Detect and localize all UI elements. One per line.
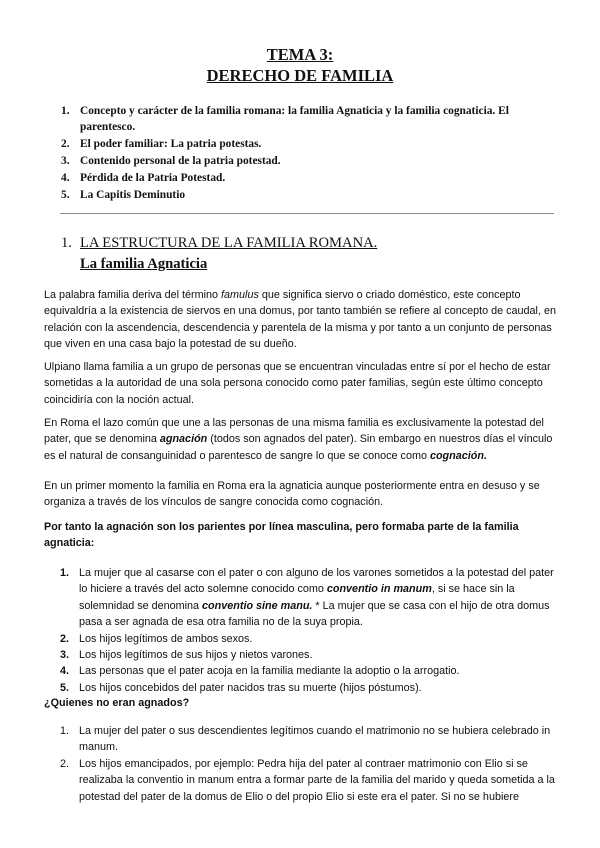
toc-item bbox=[61, 188, 541, 204]
toc-item-number: 4. bbox=[61, 171, 70, 184]
toc-item bbox=[61, 171, 541, 187]
term-cognacion: cognación. bbox=[429, 449, 487, 462]
paragraph-primer-momento: En un primer momento la familia en Roma era la agnaticia aunque posteriormente entra en desuso y se organiza a través de los vínculos de sangre conocida como cognación. bbox=[44, 480, 540, 509]
list-item: 3. Los hijos legítimos de sus hijos y nietos varones. bbox=[60, 649, 313, 662]
section-subtitle: La familia Agnaticia bbox=[80, 256, 208, 272]
toc-item-number: 3. bbox=[61, 154, 70, 167]
term-conventio-sine-manu: conventio sine manu. bbox=[202, 599, 313, 612]
paragraph-famulus: La palabra familia deriva del término famulus que significa siervo o criado doméstico, este concepto equivaldría a la existencia de siervos en una domus, por tanto también se refiere al concepto de caudal, en relación con la ascendencia, descendencia y parentela de la misma y por tanto a un conjunto de personas que viven en una casa bajo la potestad de su dueño. bbox=[44, 289, 556, 351]
toc-item-number: 5. bbox=[61, 188, 70, 201]
paragraph-bold-statement: Por tanto la agnación son los parientes por línea masculina, pero formaba parte de la familia agnaticia: bbox=[44, 521, 519, 550]
list-item: 1. La mujer del pater o sus descendientes legítimos cuando el matrimonio no se hubiera celebrado in manum. bbox=[60, 725, 551, 754]
table-of-contents bbox=[61, 104, 541, 205]
term-conventio-in-manum: conventio in manum bbox=[326, 583, 432, 596]
toc-item-text: Pérdida de la Patria Potestad. bbox=[80, 171, 226, 184]
list-item: 2. Los hijos legítimos de ambos sexos. bbox=[60, 632, 253, 645]
toc-item-number: 1. bbox=[61, 105, 70, 117]
agnados-list bbox=[60, 565, 560, 696]
toc-item-text: Contenido personal de la patria potestad. bbox=[80, 154, 281, 167]
section-number: 1. bbox=[61, 235, 72, 251]
toc-item-text: La Capitis Deminutio bbox=[80, 188, 186, 201]
list-item: 5. Los hijos concebidos del pater nacidos tras su muerte (hijos póstumos). bbox=[60, 681, 422, 694]
toc-item-text: El poder familiar: La patria potestas. bbox=[80, 137, 262, 150]
toc-item-text: Concepto y carácter de la familia romana: la familia Agnaticia y la familia cognaticia. El parentesco. bbox=[80, 105, 509, 133]
paragraph-ulpiano: Ulpiano llama familia a un grupo de personas que se encuentran vinculadas entre sí por el hecho de estar sometidas a la autoridad de una sola persona conocido como pater familias, según este último concepto coincidiría con la noción actual. bbox=[44, 361, 551, 406]
paragraph-agnacion: En Roma el lazo común que une a las personas de una misma familia es exclusivamente la potestad del pater, que se denomina agnación (todos son agnados del pater). Sin embargo en nuestros días el vínculo es el natural de consanguinidad o parentesco de sangre lo que se conoce como cognación. bbox=[44, 417, 553, 462]
term-agnacion: agnación bbox=[159, 433, 208, 446]
document-title-line1: TEMA 3: bbox=[266, 45, 334, 64]
term-famulus: famulus bbox=[221, 289, 259, 301]
document-title-line2: DERECHO DE FAMILIA bbox=[206, 66, 394, 85]
toc-item-number: 2. bbox=[61, 137, 70, 150]
section-title: LA ESTRUCTURA DE LA FAMILIA ROMANA. bbox=[80, 235, 378, 251]
toc-item bbox=[61, 104, 541, 135]
horizontal-divider bbox=[60, 213, 554, 214]
toc-item bbox=[61, 154, 541, 170]
toc-item bbox=[61, 137, 541, 153]
no-agnados-list bbox=[60, 723, 565, 805]
list-item: 2. Los hijos emancipados, por ejemplo: Pedra hija del pater al contraer matrimonio con Elio si se realizaba la conventio in manum entra a formar parte de la familia del marido y queda sometida a la potestad del pater de la domus de Elio o del propio Elio si este era el pater. Si no se hubiere bbox=[60, 757, 555, 803]
list-item: 1. La mujer que al casarse con el pater o con alguno de los varones sometidos a la potestad del pater lo hiciere a través del acto solemne conocido como conventio in manum, si se hace sin la solemnidad se denomina conventio sine manu. * La mujer que se casa con el hijo de otra domus pasa a ser agnada de esa otra familia no de la suya propia. bbox=[60, 567, 554, 629]
question-heading: ¿Quienes no eran agnados? bbox=[44, 697, 190, 709]
list-item: 4. Las personas que el pater acoja en la familia mediante la adoptio o la arrogatio. bbox=[60, 665, 460, 678]
